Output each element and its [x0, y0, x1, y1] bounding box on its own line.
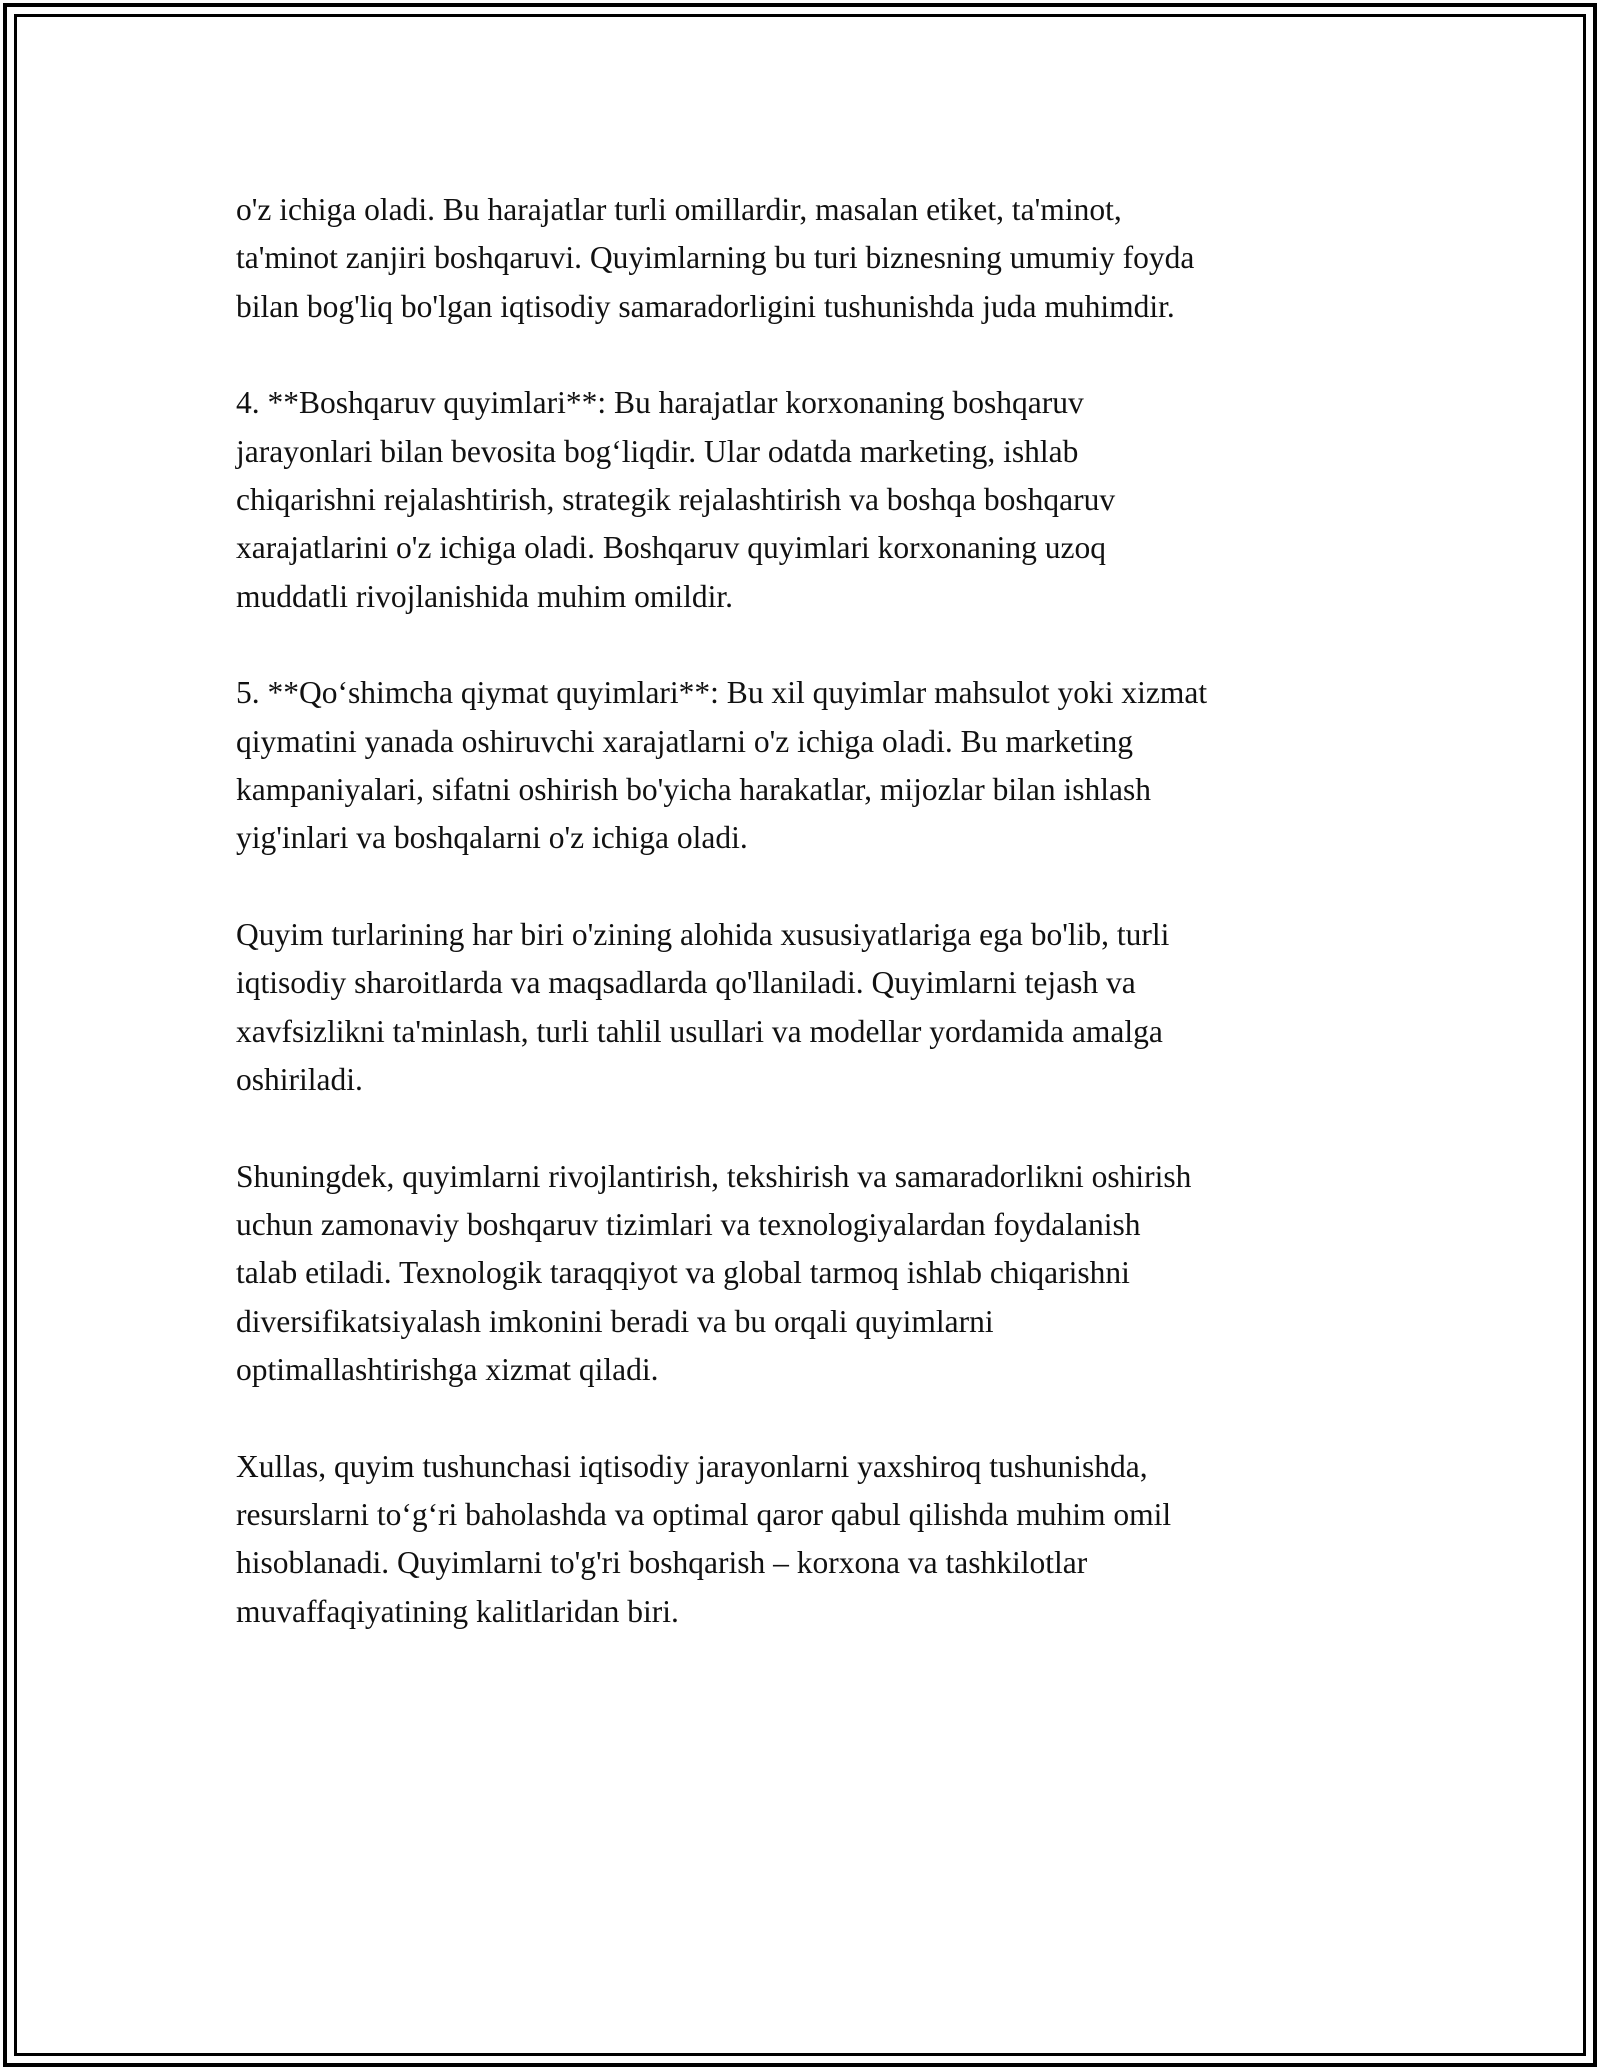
paragraph-cost-intro: o'z ichiga oladi. Bu harajatlar turli omillardir, masalan etiket, ta'minot, ta'minot zanjiri boshqaruvi. Quyimlarning bu turi biznesning umumiy foyda bilan bog'liq bo'lgan iqtisodiy samaradorligini tushunishda juda muhimdir. — [236, 192, 1195, 324]
paragraph-modern-systems: Shuningdek, quyimlarni rivojlantirish, tekshirish va samaradorlikni oshirish uchun zamonaviy boshqaruv tizimlari va texnologiyalardan foydalanish talab etiladi. Texnologik taraqqiyot va global tarmoq ishlab chiqarishni diversifikatsiyalash imkonini beradi va bu orqali quyimlarni optimallashtirishga xizmat qiladi. — [236, 1158, 1192, 1388]
document-body — [236, 186, 1386, 1684]
paragraph-value-added-costs: 5. **Qo‘shimcha qiymat quyimlari**: Bu xil quyimlar mahsulot yoki xizmat qiymatini yanada oshiruvchi xarajatlarni o'z ichiga oladi. Bu marketing kampaniyalari, sifatni oshirish bo'yicha harakatlar, mijozlar bilan ishlash yig'inlari va boshqalarni o'z ichiga oladi. — [236, 675, 1208, 856]
paragraph-conclusion: Xullas, quyim tushunchasi iqtisodiy jarayonlarni yaxshiroq tushunishda, resurslarni to‘g‘ri baholashda va optimal qaror qabul qilishda muhim omil hisoblanadi. Quyimlarni to'g'ri boshqarish – korxona va tashkilotlar muvaffaqiyatining kalitlaridan biri. — [236, 1448, 1172, 1629]
paragraph-cost-types-summary: Quyim turlarining har biri o'zining alohida xususiyatlariga ega bo'lib, turli iqtisodiy sharoitlarda va maqsadlarda qo'llaniladi. Quyimlarni tejash va xavfsizlikni ta'minlash, turli tahlil usullari va modellar yordamida amalga oshiriladi. — [236, 916, 1170, 1098]
paragraph-management-costs: 4. **Boshqaruv quyimlari**: Bu harajatlar korxonaning boshqaruv jarayonlari bilan bevosita bog‘liqdir. Ular odatda marketing, ishlab chiqarishni rejalashtirish, strategik rejalashtirish va boshqa boshqaruv xarajatlarini o'z ichiga oladi. Boshqaruv quyimlari korxonaning uzoq muddatli rivojlanishida muhim omildir. — [236, 385, 1116, 614]
